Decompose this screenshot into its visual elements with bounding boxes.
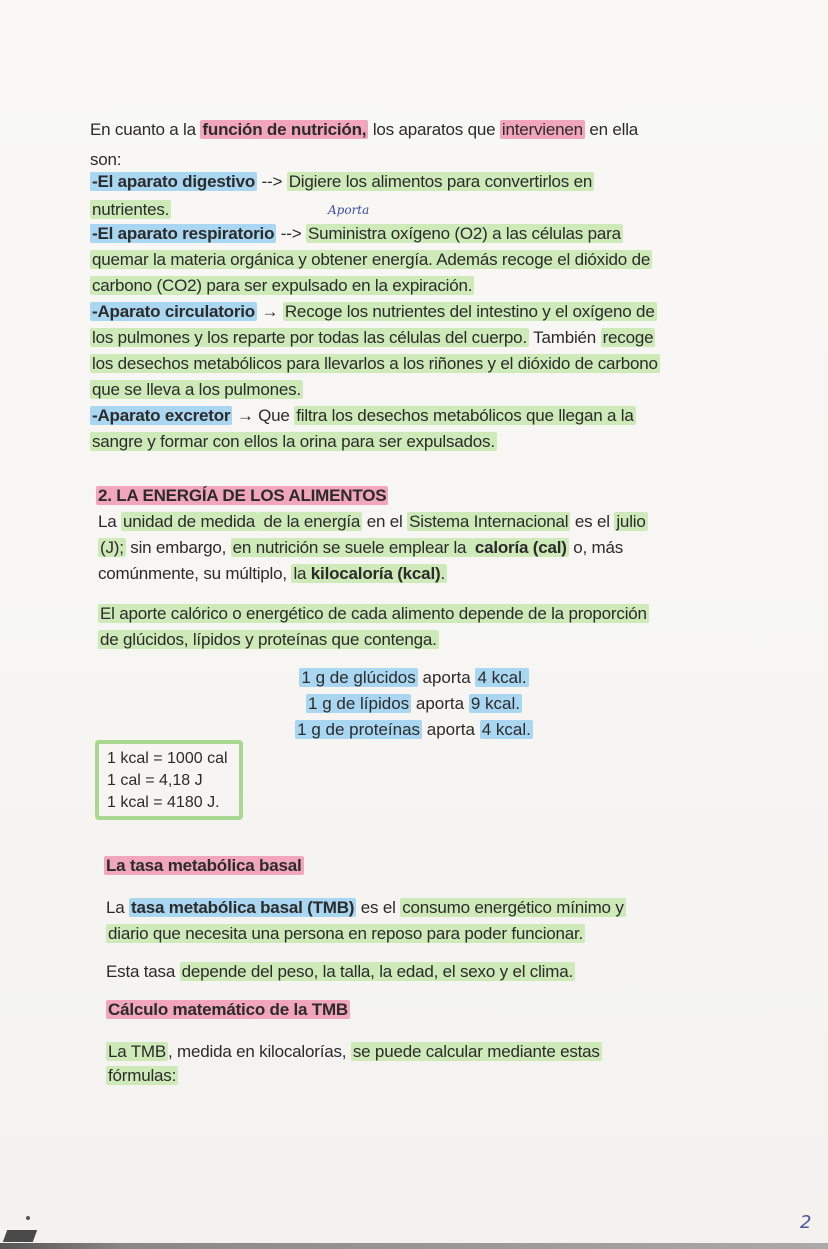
text: comúnmente, su múltiplo, [98,564,292,583]
nutrient-row-lipids [0,694,828,714]
text: en ella [584,120,639,139]
system-name-circulatory: -Aparato circulatorio [92,302,255,321]
tmb-def-line2 [106,924,585,944]
text: La [106,898,130,917]
highlight: Recoge los nutrientes del intestino y el oxígeno de [284,302,655,321]
energy-p1-line3 [98,564,447,584]
energy-p2-line1 [98,604,649,624]
highlight: se puede calcular mediante estas [352,1042,600,1061]
highlight: de la energía [259,512,361,531]
heading-highlight: La tasa metabólica basal [106,856,302,875]
circulatory-line-3 [90,354,660,374]
arrow: --> [257,172,287,191]
respiratory-line-3 [90,276,474,296]
nutrient: 1 g de proteínas [297,720,421,739]
tmb-calc-heading [106,1000,350,1020]
circulatory-line-1 [90,302,657,322]
highlight: los desechos metabólicos para llevarlos a los riñones y el dióxido de carbono [92,354,658,373]
text: Esta tasa [106,962,180,981]
conversion-box [95,740,243,820]
text: La [98,512,122,531]
value: 4 kcal. [477,668,527,687]
highlight: unidad de medida [123,512,256,531]
text: en el [362,512,408,531]
excretory-line-1 [90,406,636,426]
heading-highlight: 2. LA ENERGÍA DE LOS ALIMENTOS [98,486,387,505]
highlight: recoge [602,328,654,347]
nutrient: 1 g de glúcidos [301,668,416,687]
text: o, más [568,538,624,557]
highlight-intervienen: intervienen [501,120,583,139]
highlight: Digiere los alimentos para convertirlos en [288,172,593,191]
text: aporta [422,720,480,739]
value: 9 kcal. [470,694,520,713]
arrow: --> [276,224,306,243]
nutrient-row-carbs [0,668,828,688]
nutrient: 1 g de lípidos [308,694,410,713]
highlight: carbono (CO2) para ser expulsado en la expiración. [92,276,473,295]
respiratory-line-1 [90,224,623,244]
digestive-line-2 [90,200,171,220]
handwritten-note: Aporta [328,203,370,217]
system-name-digestive: -El aparato digestivo [92,172,256,191]
highlight-nutrition-function: función de nutrición, [202,120,367,139]
energy-p1-line2 [98,538,623,558]
tmb-calc-line2 [106,1066,178,1086]
highlight: Sistema Internacional [409,512,569,531]
conversion: 1 cal = 4,18 J [107,772,203,789]
page-number: 2 [800,1212,812,1233]
tmb-def-line1 [106,898,626,918]
text: los aparatos que [368,120,500,139]
system-name-respiratory: -El aparato respiratorio [92,224,275,243]
conversion: 1 kcal = 1000 cal [107,750,228,767]
highlight: quemar la materia orgánica y obtener energía. Además recoge el dióxido de [92,250,651,269]
text: También [528,328,601,347]
value: 4 kcal. [481,720,531,739]
circulatory-line-4 [90,380,303,400]
binder-hole-mark [26,1216,30,1220]
page-corner-shadow [3,1230,37,1242]
intro-line-2: son: [90,150,122,169]
intro-line-1 [90,120,638,140]
highlight: La TMB [108,1042,167,1061]
highlight: Suministra oxígeno (O2) a las células para [307,224,621,243]
arrow: → Que [232,406,295,425]
tmb-heading [104,856,304,876]
energy-p1-line1 [98,512,648,532]
highlight: filtra los desechos metabólicos que llegan a la [296,406,634,425]
highlight: diario que necesita una persona en reposo para poder funcionar. [108,924,584,943]
tmb-depends [106,962,575,982]
circulatory-line-2 [90,328,655,348]
text: aporta [411,694,469,713]
nutrient-row-proteins [0,720,828,740]
highlight: fórmulas: [108,1066,177,1085]
text: En cuanto a la [90,120,201,139]
highlight: depende del peso, la talla, la edad, el sexo y el clima. [181,962,573,981]
highlight: (J); [100,538,124,557]
text: es el [356,898,401,917]
highlight: en nutrición se suele emplear la [232,538,471,557]
section-heading-energy [96,486,388,506]
highlight: consumo energético mínimo y [402,898,624,917]
highlight: caloría (cal) [474,538,567,557]
highlight: la kilocaloría (kcal). [293,564,445,583]
highlight: nutrientes. [92,200,170,219]
respiratory-line-2 [90,250,652,270]
text: aporta [417,668,476,687]
digestive-line-1 [90,172,594,192]
page-bottom-edge [0,1243,828,1249]
system-name-excretory: -Aparato excretor [92,406,231,425]
highlight: El aporte calórico o energético de cada alimento depende de la proporción [100,604,647,623]
highlight: que se lleva a los pulmones. [92,380,301,399]
conversion: 1 kcal = 4180 J. [107,794,220,811]
tmb-calc-line1 [106,1042,602,1062]
energy-p2-line2 [98,630,439,650]
text: , medida en kilocalorías, [168,1042,351,1061]
excretory-line-2 [90,432,497,452]
heading-highlight: Cálculo matemático de la TMB [108,1000,349,1019]
text: es el [570,512,615,531]
highlight: tasa metabólica basal (TMB) [131,898,355,917]
arrow: → [257,302,283,321]
highlight: julio [616,512,646,531]
highlight: los pulmones y los reparte por todas las células del cuerpo. [92,328,527,347]
highlight: de glúcidos, lípidos y proteínas que contenga. [100,630,437,649]
text: sin embargo, [125,538,231,557]
highlight: sangre y formar con ellos la orina para ser expulsados. [92,432,495,451]
